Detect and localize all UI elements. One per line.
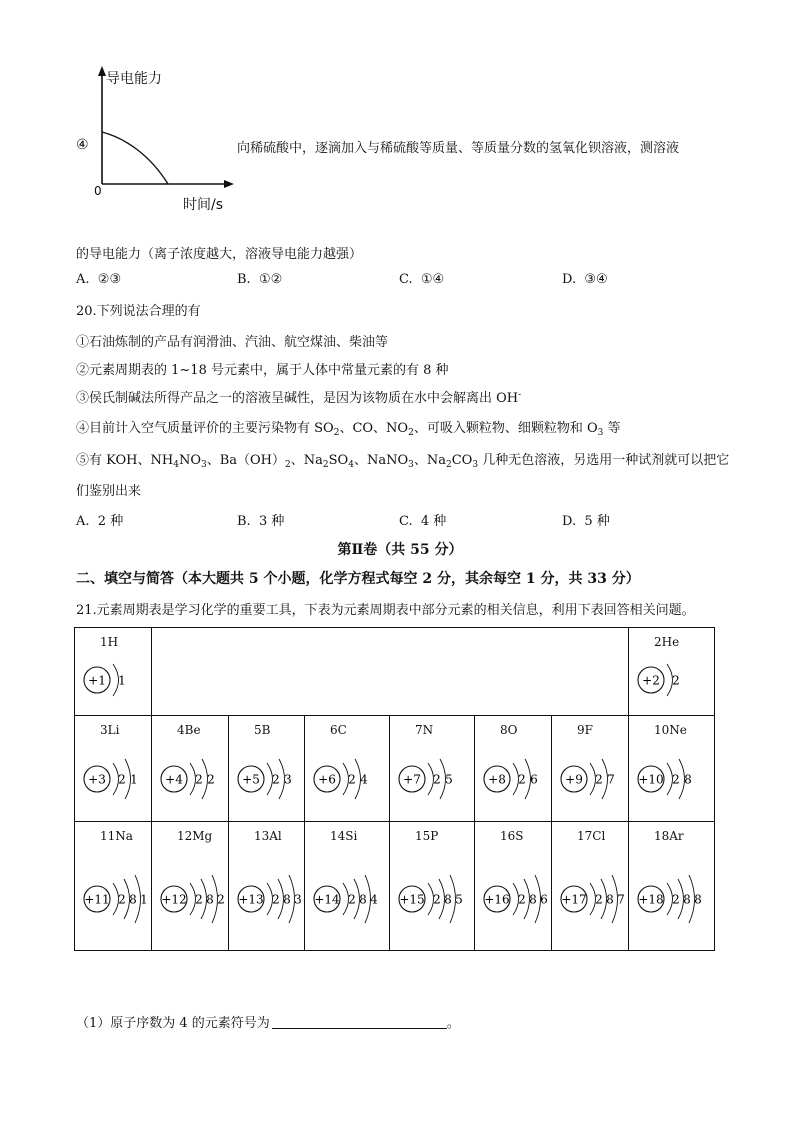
electron-count: 8	[206, 892, 214, 907]
nucleus-charge: +11	[84, 892, 110, 907]
element-name-4Be: 4Be	[177, 723, 201, 737]
atom-diagram-14Si	[314, 875, 378, 923]
element-name-14Si: 14Si	[330, 829, 358, 843]
electron-count: 2	[518, 892, 526, 907]
atom-diagram-18Ar	[638, 875, 702, 923]
electron-count: 1	[130, 772, 138, 787]
electron-count: 8	[684, 772, 692, 787]
x-axis-arrow	[224, 180, 234, 188]
electron-count: 7	[617, 892, 625, 907]
element-name-13Al: 13Al	[254, 829, 282, 843]
nucleus-charge: +16	[484, 892, 510, 907]
nucleus-charge: +9	[565, 772, 583, 787]
nucleus-charge: +6	[318, 772, 336, 787]
electron-count: 2	[595, 892, 603, 907]
element-name-17Cl: 17Cl	[577, 829, 606, 843]
electron-count: 7	[607, 772, 615, 787]
element-name-11Na: 11Na	[100, 829, 133, 843]
electron-count: 2	[672, 892, 680, 907]
element-name-8O: 8O	[500, 723, 518, 737]
electron-count: 2	[207, 772, 215, 787]
atom-diagram-8O	[484, 759, 538, 799]
atom-diagram-10Ne	[638, 759, 692, 799]
periodic-table	[74, 627, 716, 952]
option-c[interactable]: C. 4 种	[399, 514, 447, 529]
atom-diagram-13Al	[238, 875, 302, 923]
nucleus-charge: +12	[161, 892, 187, 907]
answer-blank[interactable]	[272, 1016, 447, 1029]
q20-statement-5: ⑤有 KOH、$NH_4NO_3$、$Ba(OH)_2$、$Na_2SO_4$、NaNO$_3$、$Na_2CO_3$ 几种无色溶液，另选用一种试剂就可以把它	[76, 453, 730, 470]
nucleus-charge: +8	[488, 772, 506, 787]
electron-count: 5	[455, 892, 463, 907]
nucleus-charge: +10	[638, 772, 664, 787]
atom-diagram-4Be	[161, 759, 215, 799]
q20-statement-3: ③侯氏制碱法所得产品之一的溶液呈碱性，是因为该物质在水中会解离出 OH-	[76, 390, 522, 406]
option-d[interactable]: D. 5 种	[562, 514, 610, 529]
nucleus-charge: +13	[238, 892, 264, 907]
electron-count: 2	[195, 892, 203, 907]
y-axis-arrow	[98, 66, 106, 76]
electron-count: 4	[360, 772, 368, 787]
option-b[interactable]: B. 3 种	[237, 514, 285, 529]
electron-count: 4	[370, 892, 378, 907]
element-name-3Li: 3Li	[100, 723, 120, 737]
atom-diagram-3Li	[84, 759, 138, 799]
atom-diagram-11Na	[84, 875, 148, 923]
electron-count: 8	[606, 892, 614, 907]
electron-count: 3	[284, 772, 292, 787]
nucleus-charge: +17	[561, 892, 587, 907]
nucleus-charge: +1	[88, 673, 106, 688]
electron-count: 3	[294, 892, 302, 907]
element-name-2He: 2He	[654, 635, 680, 649]
electron-count: 8	[129, 892, 137, 907]
element-name-18Ar: 18Ar	[654, 829, 684, 843]
nucleus-charge: +18	[638, 892, 664, 907]
origin-label: 0	[94, 184, 102, 198]
q20-statement-1: ①石油炼制的产品有润滑油、汽油、航空煤油、柴油等	[76, 335, 389, 350]
q20-statement-4: ④目前计入空气质量评价的主要污染物有 $SO_2$、CO、$NO_2$、可吸入颗粒物、细颗粒物和 $O_3$ 等	[76, 421, 621, 438]
q21-sub1: （1）原子序数为 4 的元素符号为 。	[76, 1016, 460, 1031]
atom-diagram-5B	[238, 759, 292, 799]
element-name-5B: 5B	[254, 723, 271, 737]
electron-count: 2	[272, 772, 280, 787]
nucleus-charge: +2	[642, 673, 660, 688]
element-name-12Mg: 12Mg	[177, 829, 213, 843]
electron-count: 2	[272, 892, 280, 907]
atom-diagram-2He	[638, 664, 680, 696]
electron-count: 2	[348, 892, 356, 907]
electron-count: 2	[672, 772, 680, 787]
atom-diagram-6C	[314, 759, 368, 799]
electron-count: 8	[359, 892, 367, 907]
element-name-6C: 6C	[330, 723, 347, 737]
electron-count: 8	[529, 892, 537, 907]
nucleus-charge: +4	[165, 772, 183, 787]
q20-statement-2: ②元素周期表的 1~18 号元素中，属于人体中常量元素的有 8 种	[76, 363, 449, 378]
electron-count: 2	[433, 892, 441, 907]
atom-diagram-9F	[561, 759, 615, 799]
nucleus-charge: +5	[242, 772, 260, 787]
atom-diagram-12Mg	[161, 875, 225, 923]
electron-count: 2	[348, 772, 356, 787]
nucleus-charge: +7	[403, 772, 421, 787]
nucleus-charge: +15	[399, 892, 425, 907]
q20-stem: 20.下列说法合理的有	[76, 304, 201, 319]
electron-count: 2	[217, 892, 225, 907]
q21-stem: 21.元素周期表是学习化学的重要工具，下表为元素周期表中部分元素的相关信息，利用下表回答相关问题。	[76, 603, 695, 618]
conductivity-curve	[102, 132, 168, 184]
atom-diagram-17Cl	[561, 875, 625, 923]
electron-count: 1	[140, 892, 148, 907]
electron-count: 1	[118, 673, 126, 688]
nucleus-charge: +14	[314, 892, 340, 907]
item4-text-line2: 的导电能力（离子浓度越大，溶液导电能力越强）	[76, 247, 363, 262]
atom-diagram-7N	[399, 759, 453, 799]
electron-count: 8	[683, 892, 691, 907]
element-name-7N: 7N	[415, 723, 434, 737]
electron-count: 2	[672, 673, 680, 688]
atom-diagram-1H	[84, 664, 126, 696]
option-c[interactable]: C. ①④	[399, 272, 445, 287]
electron-count: 2	[195, 772, 203, 787]
electron-count: 2	[118, 892, 126, 907]
element-name-16S: 16S	[500, 829, 524, 843]
electron-count: 2	[433, 772, 441, 787]
electron-count: 5	[445, 772, 453, 787]
atom-diagram-15P	[399, 875, 463, 923]
option-a[interactable]: A. 2 种	[76, 514, 124, 529]
electron-count: 2	[118, 772, 126, 787]
x-axis-label: 时间/s	[183, 197, 224, 213]
element-name-9F: 9F	[577, 723, 593, 737]
electron-count: 6	[530, 772, 538, 787]
electron-count: 8	[444, 892, 452, 907]
electron-count: 6	[540, 892, 548, 907]
option-a[interactable]: A. ②③	[76, 272, 122, 287]
element-name-1H: 1H	[100, 635, 119, 649]
option-b[interactable]: B. ①②	[237, 272, 283, 287]
element-name-10Ne: 10Ne	[654, 723, 687, 737]
electron-count: 8	[283, 892, 291, 907]
section2-title: 二、填空与简答（本大题共 5 个小题，化学方程式每空 2 分，其余每空 1 分，共 33 分）	[76, 571, 640, 587]
atom-diagram-16S	[484, 875, 548, 923]
nucleus-charge: +3	[88, 772, 106, 787]
q20-statement-5-line2: 们鉴别出来	[76, 484, 142, 499]
part2-title: 第Ⅱ卷（共 55 分）	[337, 542, 463, 558]
item-marker: ④	[76, 137, 89, 153]
item4-text-line1: 向稀硫酸中，逐滴加入与稀硫酸等质量、等质量分数的氢氧化钡溶液，测溶液	[237, 141, 680, 156]
electron-count: 8	[694, 892, 702, 907]
electron-count: 2	[595, 772, 603, 787]
y-axis-label: 导电能力	[106, 71, 162, 87]
option-d[interactable]: D. ③④	[562, 272, 608, 287]
electron-count: 2	[518, 772, 526, 787]
element-name-15P: 15P	[415, 829, 439, 843]
